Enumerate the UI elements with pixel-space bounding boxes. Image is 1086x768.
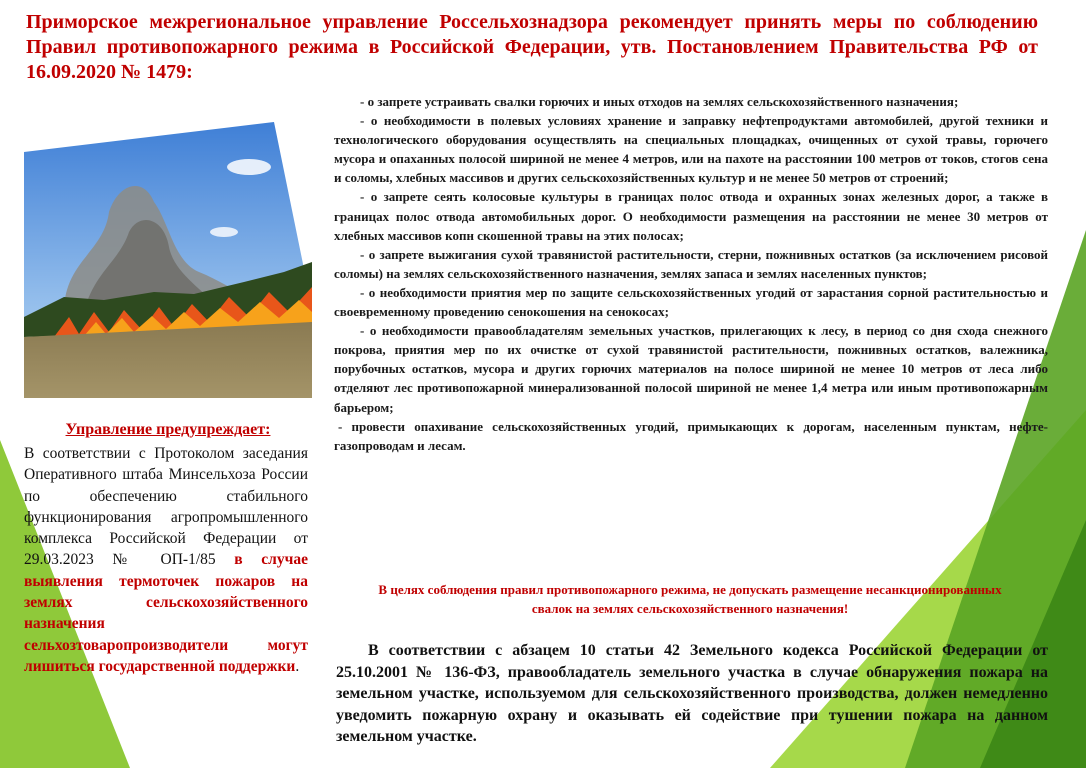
warning-text-highlight: в случае выявления термоточек пожаров на землях сельскохозяйственного назначения сельхозтоваропроизводители могут лишиться государственной поддержки xyxy=(24,551,308,675)
rule-item: - о необходимости приятия мер по защите сельскохозяйственных угодий от зарастания сорной растительностью и своевременному проведению сенокошения на сенокосах; xyxy=(334,284,1048,320)
rules-list xyxy=(334,92,1048,455)
burning-field-photo xyxy=(24,122,312,398)
warning-title: Управление предупреждает: xyxy=(65,421,271,438)
warning-text-end: . xyxy=(295,657,300,675)
rule-item: - о запрете выжигания сухой травянистой растительности, стерни, пожнивных остатков (за исключением рисовой соломы) на землях сельскохозяйственного назначения, землях запаса и землях населенных пунктов; xyxy=(334,246,1048,281)
rule-item: - о необходимости правообладателям земельных участков, прилегающих к лесу, в период со дня схода снежного покрова, приятия мер по их очистке от сухой травянистой растительности, пожнивных остатков, валежника, порубочных остатков, мусора и других горючих материалов на полосе шириной не менее 10 метров от леса либо отделяют лес противопожарной минерализованной полосой шириной не менее 1,4 метра или иным противопожарным барьером; xyxy=(334,323,1048,415)
rule-item: - о запрете устраивать свалки горючих и иных отходов на землях сельскохозяйственного назначения; xyxy=(360,94,959,109)
headline: Приморское межрегиональное управление Россельхознадзора рекомендует принять меры по соблюдению Правил противопожарного режима в Российской Федерации, утв. Постановлением Правительства РФ от 16.09.2020 № 1479: xyxy=(26,11,1038,83)
rule-item: - о запрете сеять колосовые культуры в границах полос отвода и охранных зонах железных дорог, а также в границах полос отвода автомобильных дорог. О необходимости размещения на расстоянии не менее 30 метров от хлебных массивов копн скошенной травы на этих полосах; xyxy=(334,189,1048,243)
law-paragraph: В соответствии с абзацем 10 статьи 42 Земельного кодекса Российской Федерации от 25.10.2001 № 136-ФЗ, правообладатель земельного участка в случае обнаружения пожара на земельном участке, используемом для сельскохозяйственного производства, должен немедленно уведомить пожарную охрану и оказывать ей содействие при тушении пожара на данном земельном участке. xyxy=(336,642,1048,745)
warning-text-plain: В соответствии с Протоколом заседания Оперативного штаба Минсельхоза России по обеспечению стабильного функционирования агропромышленного комплекса Российской Федерации от 29.03.2023 № ОП-1/85 xyxy=(24,445,308,569)
warning-text xyxy=(24,443,308,677)
notice: В целях соблюдения правил противопожарного режима, не допускать размещение несанкционированных свалок на землях сельскохозяйственного назначения! xyxy=(378,582,1002,616)
rule-item: - провести опахивание сельскохозяйственных угодий, примыкающих к дорогам, населенным пунктам, нефте-газопроводам и лесам. xyxy=(334,418,1048,453)
rule-item: - о необходимости в полевых условиях хранение и заправку нефтепродуктами автомобилей, другой техники и технологического оборудования осуществлять на специальных площадках, очищенных от сухой травы, горючего мусора и опаханных полосой шириной не менее 4 метров, или на пахоте на расстоянии 100 метров от токов, стогов сена и соломы, хлебных массивов и других сельскохозяйственных культур и не менее 50 метров от строений; xyxy=(334,113,1048,186)
